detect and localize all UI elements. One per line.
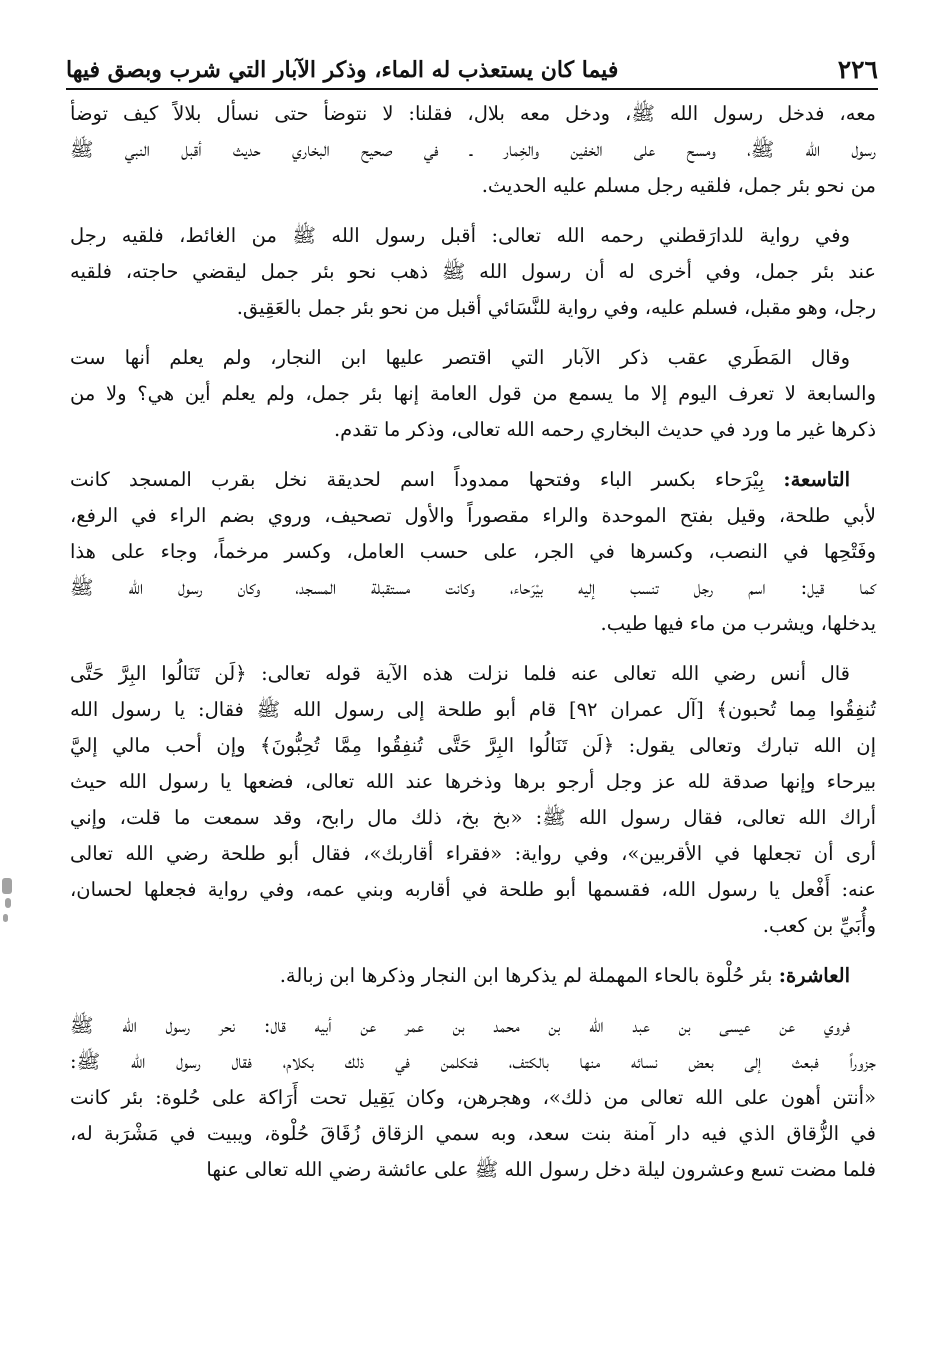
scan-speck [2, 878, 12, 894]
text-line: أرى أن تجعلها في الأقربين»، وفي رواية: «فقراء أقاربك»، فقال أبو طلحة رضي الله تعالى [70, 842, 876, 865]
text-line: رجل، وهو مقبل، فسلم عليه، وفي رواية للنَّسَائي أقبل من نحو بئر جمل بالعَقِيق. [236, 296, 876, 319]
text-line: قال أنس رضي الله تعالى عنه فلما نزلت هذه الآية قوله تعالى: ﴿لَن تَنَالُوا البِرَّ حَتَّى [70, 662, 850, 685]
text-line: لأبي طلحة، وقيل بفتح الموحدة والراء مقصوراً والأول تصحيف، وروي بضم الراء في الرفع، [70, 504, 876, 527]
text-line: فلما مضت تسع وعشرون ليلة دخل رسول الله ﷺ على عائشة رضي الله تعالى عنها [206, 1158, 876, 1181]
paragraph [70, 340, 876, 448]
text-line: في الزُّقاق الذي فيه دار آمنة بنت سعد، وبه سمي الزقاق زُقَاقَ حُلْوة، ويبيت في مَشْرَبة له، [70, 1122, 876, 1145]
text-line: وفَتْحِها في النصب، وكسرها في الجر، على حسب العامل، وكسر مرخماً، وجاء على هذا [70, 540, 876, 563]
paragraph [70, 958, 876, 994]
section-lead: التاسعة: [783, 468, 850, 491]
text-line: عنه: أَفْعل يا رسول الله، فقسمها أبو طلحة في أقاربه وبني عمه، وفي رواية فجعلها لحسان، [70, 878, 876, 901]
line-text: بِيْرَحاء بكسر الباء وفتحها ممدوداً اسم لحديقة نخل بقرب المسجد كانت [70, 468, 784, 491]
text-line: كما قيل: اسم رجل تنسب إليه بيْرَحاء، وكانت مستقبلة المسجد، وكان رسول الله ﷺ [70, 576, 876, 599]
text-line: والسابعة لا تعرف اليوم إلا ما يسمع من قول العامة إنها بئر جمل، ولم يعلم أين هي؟ ولا من [70, 382, 876, 405]
section-lead: العاشرة: [778, 964, 850, 987]
text-line: بيرحاء وإنها صدقة لله عز وجل أرجو برها وذخرها عند الله تعالى، فضعها يا رسول الله حيث [70, 770, 876, 793]
page-header [66, 44, 878, 86]
header-rule [66, 88, 878, 90]
text-line: إن الله تبارك وتعالى يقول: ﴿لَن تَنَالُوا البِرَّ حَتَّى تُنفِقُوا مِمَّا تُحِبُّونَ﴾ وإن أحب مالي إليَّ [70, 734, 876, 757]
text-line: وأُبَيِّ بن كعب. [762, 914, 876, 937]
text-line: أراك الله تعالى، فقال رسول الله ﷺ: «بخ بخ، ذلك مال رابح، وقد سمعت ما قلت، وإني [70, 806, 876, 829]
page-number: ٢٢٦ [837, 55, 878, 84]
line-text: بئر حُلْوة بالحاء المهملة لم يذكرها ابن النجار وذكرها ابن زبالة. [279, 964, 779, 987]
text-line: تُنفِقُوا مِما تُحبون﴾ [آل عمران ٩٢] قام أبو طلحة إلى رسول الله ﷺ فقال: يا رسول الله [70, 698, 876, 721]
text-line: «أنتن أهون على الله تعالى من ذلك»، وهجرهن، وكان يَقِيل تحت أَرَاكة على حُلوة: بئر كانت [70, 1086, 876, 1109]
text-line: رسول الله ﷺ، ومسح على الخفين والخِمار ـ في صحيح البخاري حديث أقبل النبي ﷺ [70, 138, 876, 161]
text-line: يدخلها، ويشرب من ماء فيها طيب. [600, 612, 876, 635]
text-line: عند بئر جمل، وفي أخرى له أن رسول الله ﷺ ذهب نحو بئر جمل ليقضي حاجته، فلقيه [70, 260, 876, 283]
text-line: فروي عن عيسى بن عبد الله بن محمد بن عمر عن أبيه قال: نحر رسول الله ﷺ [70, 1014, 850, 1037]
paragraph [70, 96, 876, 204]
text-line: من نحو بئر جمل، فلقيه رجل مسلم عليه الحديث. [481, 174, 876, 197]
text-line [70, 958, 876, 994]
text-line: ذكرها غير ما ورد في حديث البخاري رحمه الله تعالى، وذكر ما تقدم. [333, 418, 876, 441]
text-line: جزوراً فبعث إلى بعض نسائه منها بالكتف، فتكلمن في ذلك بكلام، فقال رسول الله ﷺ: [70, 1050, 876, 1073]
body-text [70, 96, 876, 1202]
paragraph [70, 218, 876, 326]
text-line: وفي رواية للدارَقطني رحمه الله تعالى: أقبل رسول الله ﷺ من الغائط، فلقيه رجل [70, 224, 850, 247]
text-line: وقال المَطَري عقب ذكر الآبار التي اقتصر عليها ابن النجار، ولم يعلم أنها ست [70, 346, 850, 369]
text-line: معه، فدخل رسول الله ﷺ، ودخل معه بلال، فقلنا: لا نتوضأ حتى نسأل بلالاً كيف توضأ [70, 102, 876, 125]
scan-speck [3, 914, 8, 922]
paragraph [70, 462, 876, 642]
paragraph [70, 656, 876, 944]
running-title: فيما كان يستعذب له الماء، وذكر الآبار التي شرب وبصق فيها [66, 57, 619, 83]
paragraph [70, 1008, 876, 1188]
text-line [70, 462, 876, 498]
scan-speck [5, 898, 11, 908]
